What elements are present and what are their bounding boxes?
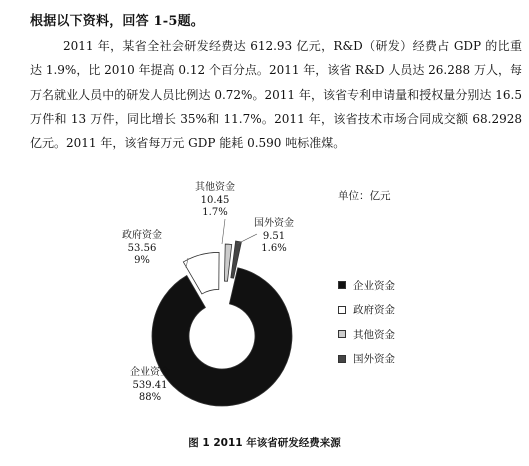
legend-label-foreign: 国外资金 xyxy=(353,353,395,365)
unit-label: 单位：亿元 xyxy=(338,190,391,202)
legend-swatch-government xyxy=(338,306,346,314)
slice-label-government xyxy=(122,230,162,268)
slice-value-other: 10.45 xyxy=(200,194,230,206)
slice-percent-government: 9% xyxy=(134,255,150,266)
legend-item-foreign xyxy=(338,353,395,365)
funding-source-chart xyxy=(100,174,408,424)
slice-name-government: 政府资金 xyxy=(122,230,162,241)
slice-label-foreign xyxy=(254,218,294,256)
legend-item-government xyxy=(338,304,395,316)
slice-value-foreign: 9.51 xyxy=(262,230,286,242)
legend-swatch-foreign xyxy=(338,355,346,363)
material-paragraph: 2011 年，某省全社会研发经费达 612.93 亿元，R&D（研发）经费占 GDP 的比重达 1.9%，比 2010 年提高 0.12 个百分点。2011 年，该省 R&D 人员达 26.288 万人，每万名就业人员中的研发人员比例达 0.72%。2011 年，该省专利申请量和授权量分别达 16.5 万件和 13 万件，同比增长 35%和 11.7%。2011 年，该省技术市场合同成交额 68.2928 亿元。2011 年，该省每万元 GDP 能耗 0.590 吨标准煤。 xyxy=(30,39,522,151)
slice-name-enterprise: 企业资金 xyxy=(130,367,170,378)
donut-slice-other xyxy=(224,244,231,281)
leader-line-other xyxy=(222,219,225,244)
legend-label-enterprise: 企业资金 xyxy=(353,279,395,292)
slice-percent-other: 1.7% xyxy=(202,207,228,218)
chart-legend xyxy=(338,279,395,377)
slice-name-foreign: 国外资金 xyxy=(254,218,294,229)
slice-label-other xyxy=(195,182,235,220)
donut-slice-enterprise xyxy=(152,268,292,406)
legend-item-other xyxy=(338,328,395,340)
legend-label-government: 政府资金 xyxy=(353,304,395,316)
slice-percent-foreign: 1.6% xyxy=(261,243,287,254)
slice-value-government: 53.56 xyxy=(127,242,157,254)
legend-swatch-other xyxy=(338,330,346,338)
legend-item-enterprise xyxy=(338,279,395,291)
slice-percent-enterprise: 88% xyxy=(138,392,162,403)
legend-label-other: 其他资金 xyxy=(353,328,395,341)
legend-swatch-enterprise xyxy=(338,281,346,289)
slice-name-other: 其他资金 xyxy=(195,182,235,193)
figure-caption: 图 1 2011 年该省研发经费来源 xyxy=(188,437,341,449)
question-heading: 根据以下资料，回答 1-5题。 xyxy=(30,14,205,29)
slice-label-enterprise xyxy=(130,367,170,405)
slice-value-enterprise: 539.41 xyxy=(132,379,168,391)
